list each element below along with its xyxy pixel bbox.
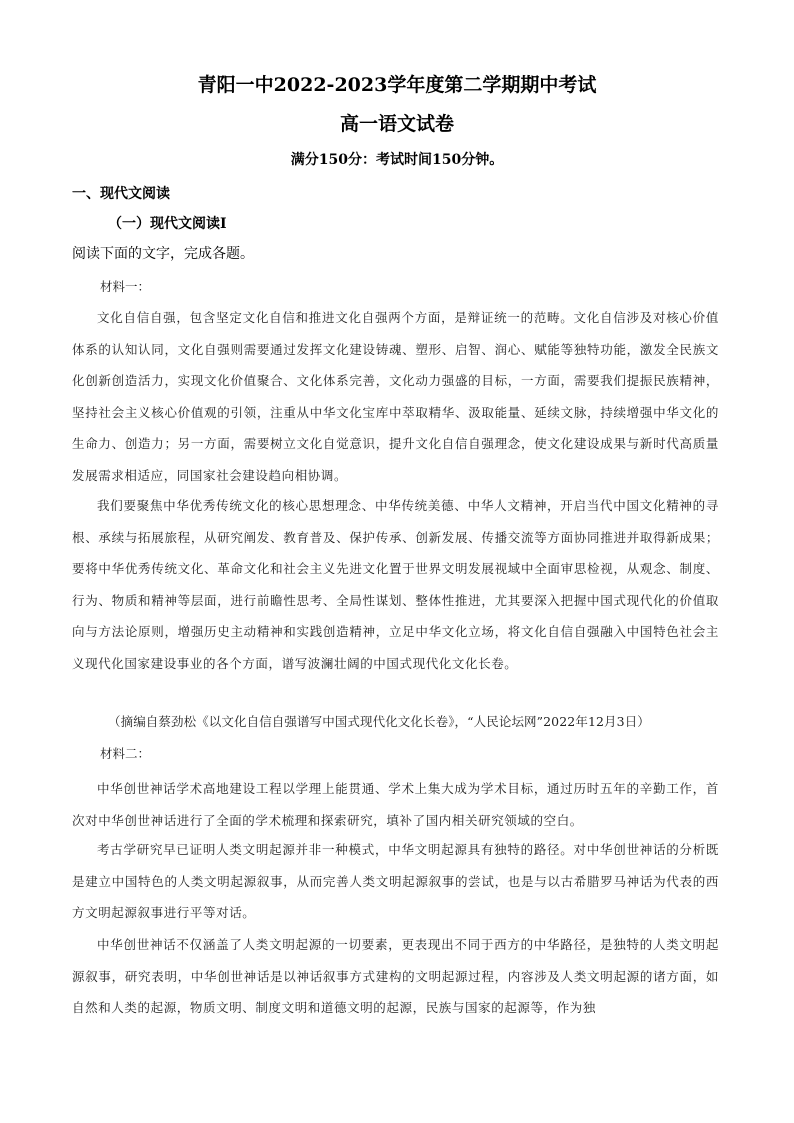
subsection-heading: （一）现代文阅读Ⅰ <box>108 216 227 232</box>
section-heading: 一、现代文阅读 <box>72 186 170 202</box>
material-two-label: 材料二： <box>100 746 151 761</box>
material-one-paragraph: 我们要聚焦中华优秀传统文化的核心思想理念、中华传统美德、中华人文精神，开启当代中国文化精神的寻根、承续与拓展旅程，从研究阐发、教育普及、保护传承、创新发展、传播交流等方面协同推进并取得新成果；要将中华优秀传统文化、革命文化和社会主义先进文化置于世界文明发展视域中全面审思检视，从观念、制度、行为、物质和精神等层面，进行前瞻性思考、全局性谋划、整体性推进，尤其要深入把握中国式现代化的价值取向与方法论原则，增强历史主动精神和实践创造精神，立足中华文化立场，将文化自信自强融入中国特色社会主义现代化国家建设事业的各个方面，谱写波澜壮阔的中国式现代化文化长卷。 <box>72 498 719 671</box>
exam-subtitle: 高一语文试卷 <box>339 113 454 135</box>
material-two-paragraph: 中华创世神话学术高地建设工程以学理上能贯通、学术上集大成为学术目标，通过历时五年的辛勤工作，首次对中华创世神话进行了全面的学术梳理和探索研究，填补了国内相关研究领域的空白。 <box>72 781 719 828</box>
reading-instruction: 阅读下面的文字，完成各题。 <box>72 246 254 262</box>
material-one-label: 材料一： <box>100 279 151 294</box>
material-one-paragraph: 文化自信自强，包含坚定文化自信和推进文化自强两个方面，是辩证统一的范畴。文化自信涉及对核心价值体系的认知认同，文化自强则需要通过发挥文化建设铸魂、塑形、启智、润心、赋能等独特功能，激发全民族文化创新创造活力，实现文化价值聚合、文化体系完善，文化动力强盛的目标，一方面，需要我们提振民族精神，坚持社会主义核心价值观的引领，注重从中华文化宝库中萃取精华、汲取能量、延续文脉，持续增强中华文化的生命力、创造力；另一方面，需要树立文化自觉意识，提升文化自信自强理念，使文化建设成果与新时代高质量发展需求相适应，同国家社会建设趋向相协调。 <box>72 310 719 483</box>
material-one-source: （摘编自蔡劲松《以文化自信自强谱写中国式现代化文化长卷》，“人民论坛网”2022年12月3日） <box>108 714 650 729</box>
exam-title: 青阳一中2022-2023学年度第二学期期中考试 <box>197 74 597 96</box>
exam-info: 满分150分：考试时间150分钟。 <box>290 152 504 168</box>
material-two-paragraph: 考古学研究早已证明人类文明起源并非一种模式，中华文明起源具有独特的路径。对中华创世神话的分析既是建立中国特色的人类文明起源叙事，从而完善人类文明起源叙事的尝试，也是与以古希腊罗马神话为代表的西方文明起源叙事进行平等对话。 <box>72 842 719 920</box>
material-two-paragraph: 中华创世神话不仅涵盖了人类文明起源的一切要素，更表现出不同于西方的中华路径，是独特的人类文明起源叙事，研究表明，中华创世神话是以神话叙事方式建构的文明起源过程，内容涉及人类文明起源的诸方面，如自然和人类的起源，物质文明、制度文明和道德文明的起源，民族与国家的起源等，作为独 <box>72 937 719 1015</box>
